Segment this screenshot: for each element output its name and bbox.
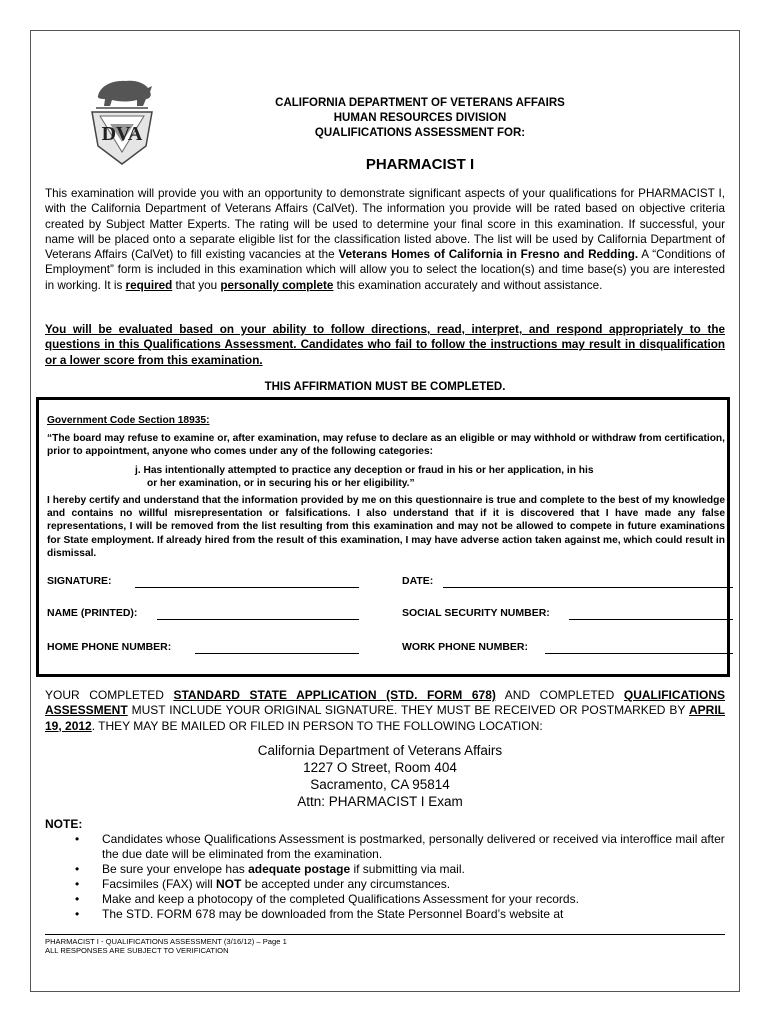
document-header	[230, 96, 610, 141]
code-quote: “The board may refuse to examine or, after examination, may refuse to declare as an eligible or may withhold or withdraw from certification, prior to appointment, anyone who comes under any of the following categories:	[47, 433, 725, 458]
footer-line-2: ALL RESPONSES ARE SUBJECT TO VERIFICATION	[45, 946, 229, 955]
address-line-2: 1227 O Street, Room 404	[303, 760, 457, 775]
category-j: j. Has intentionally attempted to practice any deception or fraud in his or her application, in his or her examination, or in securing his or her eligibility.”	[135, 465, 594, 490]
address-line-1: California Department of Veterans Affairs	[257, 743, 503, 758]
affirmation-box	[36, 397, 730, 677]
signature-row	[47, 575, 725, 589]
name-field[interactable]	[157, 619, 359, 620]
mailing-address	[200, 742, 560, 810]
list-item: • Be sure your envelope has adequate postage if submitting via mail.	[45, 862, 725, 877]
intro-paragraph: This examination will provide you with an opportunity to demonstrate significant aspects of your qualifications for PHARMACIST I, with the California Department of Veterans Affairs (CalVet). The information you provide will be rated based on objective criteria created by Subject Matter Experts. The rating will be used to determine your final score in this examination. If successful, your name will be placed onto a separate eligible list for the classification listed above. The list will be used by California Department of Veterans Affairs (CalVet) to fill existing vacancies at the Veterans Homes of California in Fresno and Redding. A “Conditions of Employment” form is included in this examination which will allow you to select the location(s) and time base(s) you are interested in working. It is required that you personally complete this examination accurately and without assistance.	[45, 187, 725, 292]
work-phone-field[interactable]	[545, 653, 733, 654]
name-label: NAME (PRINTED):	[47, 607, 138, 619]
calvet-logo	[86, 68, 158, 168]
list-item: • Candidates whose Qualifications Assessment is postmarked, personally delivered or received via interoffice mail after the due date will be eliminated from the examination.	[45, 832, 725, 862]
submission-instructions: YOUR COMPLETED STANDARD STATE APPLICATION (STD. FORM 678) AND COMPLETED QUALIFICATIONS ASSESSMENT MUST INCLUDE YOUR ORIGINAL SIGNATURE. THEY MUST BE RECEIVED OR POSTMARKED BY APRIL 19, 2012. THEY MAY BE MAILED OR FILED IN PERSON TO THE FOLLOWING LOCATION:	[45, 688, 725, 733]
list-item: • The STD. FORM 678 may be downloaded from the State Personnel Board’s website at	[45, 907, 725, 922]
phone-row	[47, 641, 725, 655]
page-title: PHARMACIST I	[365, 156, 475, 173]
work-phone-label: WORK PHONE NUMBER:	[402, 641, 528, 653]
date-field[interactable]	[443, 587, 733, 588]
list-item: • Make and keep a photocopy of the completed Qualifications Assessment for your records.	[45, 892, 725, 907]
address-line-3: Sacramento, CA 95814	[310, 777, 450, 792]
affirmation-heading: THIS AFFIRMATION MUST BE COMPLETED.	[264, 381, 506, 393]
signature-field[interactable]	[135, 587, 359, 588]
ssn-field[interactable]	[569, 619, 733, 620]
footer-divider	[45, 934, 725, 935]
instructions-warning: You will be evaluated based on your ability to follow directions, read, interpret, and respond appropriately to the questions in this Qualifications Assessment. Candidates who fail to follow the instructions may result in disqualification or a lower score from this examination.	[45, 323, 725, 367]
note-label: NOTE:	[45, 817, 83, 831]
notes-list	[45, 832, 725, 922]
svg-text:DVA: DVA	[101, 123, 143, 145]
address-line-4: Attn: PHARMACIST I Exam	[297, 794, 463, 809]
ssn-label: SOCIAL SECURITY NUMBER:	[402, 607, 550, 619]
list-item: • Facsimiles (FAX) will NOT be accepted under any circumstances.	[45, 877, 725, 892]
bear-icon	[96, 81, 152, 108]
org-name: CALIFORNIA DEPARTMENT OF VETERANS AFFAIRS	[275, 97, 565, 109]
home-phone-label: HOME PHONE NUMBER:	[47, 641, 172, 653]
page-footer	[45, 937, 287, 955]
assessment-for: QUALIFICATIONS ASSESSMENT FOR:	[314, 127, 526, 139]
division-name: HUMAN RESOURCES DIVISION	[333, 112, 507, 124]
government-code: Government Code Section 18935:	[47, 415, 210, 426]
home-phone-field[interactable]	[195, 653, 359, 654]
name-row	[47, 607, 725, 621]
date-label: DATE:	[402, 575, 434, 587]
signature-label: SIGNATURE:	[47, 575, 112, 587]
footer-line-1: PHARMACIST I - QUALIFICATIONS ASSESSMENT (3/16/12) – Page 1	[45, 937, 287, 946]
certification-statement: I hereby certify and understand that the information provided by me on this questionnaire is true and complete to the best of my knowledge and contains no willful misrepresentation or falsifications. I also understand that if it is discovered that I have made any false representations, I will be removed from the list resulting from this examination and may not be allowed to compete in future examinations for State employment. If already hired from the result of this examination, I may have adverse action taken against me, which could result in dismissal.	[47, 495, 725, 559]
